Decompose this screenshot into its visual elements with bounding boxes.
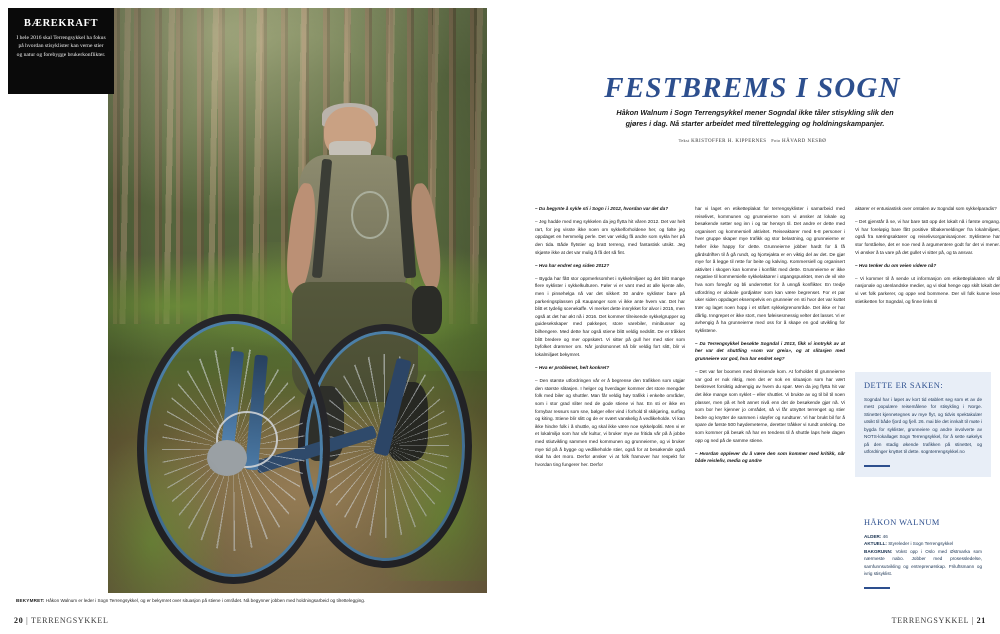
interview-answer: – Vi kommer til å sende ut informasjon om etiketteplakaten vår til nasjonale og utenlandske medier, og vi skal henge opp skilt lokalt der vi vet folk parkerer, og oppe ved bommene. Der vil folk kunne lese stietiketten for Sogndal, og finne links til <box>855 275 1000 304</box>
interview-question: – Hva tenker du om veien videre nå? <box>855 262 937 268</box>
hero-photo <box>108 8 487 593</box>
interview-answer: – Det gjenstår å se, vi har bare tatt opp det lokalt nå i første omgang. Vi har foreløpig bare fått positive tilbakemeldinger fra lokalmiljøet, også fra næringsaktører og reiselivsorganisasjoner. Syklistene har stor forståelse, det er noe med å argumentere godt for det vi mener. Vi ønsker å ta vare på det gullet vi sitter på, og ta ansvar. <box>855 219 1000 255</box>
interview-question: – Du begynte å sykle sti i Sogn i i 2012, hvordan var det da? <box>535 206 669 211</box>
factbox-field-key: AKTUELL: <box>864 541 887 547</box>
article-standfirst: Håkon Walnum i Sogn Terrengsykkel mener Sogndal ikke tåler stisykling slik den gjøres i dag. Nå starter arbeidet med tilrettelegging og holdningskampanjer. <box>616 108 894 129</box>
byline-text-label: Tekst <box>678 138 690 143</box>
front-hub <box>207 440 247 476</box>
series-badge-title: BÆREKRAFT <box>23 18 99 29</box>
folio-left <box>14 616 109 625</box>
interview-question: – Da Terrengsykkel besøkte Sogndal i 2013, fikk vi inntrykk av at her var det shuttling «som var greia», og at slitasjen med grunneiere var god, hva har endret seg? <box>695 340 845 362</box>
factbox-rule <box>864 465 890 468</box>
interview-answer: – Jeg hadde med meg sykkelen da jeg flytta hit våren 2012. Det var helt rart, for jeg visste ikke noen om sykkelforholdene her, og følte jeg oppdaget en hemmelig perle. Det var veldig få andre som sykla her på den tida. Både flytstier og bratt terreng, med fantastisk utsikt. Jeg skjønte ikke at det var mulig å få det så fint. <box>535 219 685 255</box>
factbox-field-value: Styreleder i Sogn Terrengsykkel <box>886 541 954 547</box>
factbox-person-title: HÅKON WALNUM <box>864 518 940 527</box>
interview-question: – Hva er problemet, helt konkret? <box>535 364 610 370</box>
tshirt-graphic <box>351 191 388 239</box>
factbox-field-key: BAKGRUNN: <box>864 548 893 554</box>
factbox-field-value: 46 <box>881 534 888 539</box>
photo-caption-text: Håkon Walnum er leder i Sogn Terrengsykkel, og er bekymret over situasjon på stiene i området. Nå begynner jobben med holdningsarbeid og tilrettelegging. <box>45 598 366 603</box>
page-number-left: 20 <box>14 616 24 625</box>
mountain-bike <box>116 260 480 588</box>
folio-right <box>892 616 986 625</box>
factbox-title: DETTE ER SAKEN: <box>864 381 944 390</box>
article-byline <box>505 138 1000 144</box>
interview-answer: – Bygda har fått stor oppmerksomhet i sykkelmiljøer og det blitt mange flere syklister i sykkelkulturen. Føler vi er vant med at alle kjente alle, men i pinsehelga nå var det sikkert 30 andre syklister bare på parkeringsplassen på Kaupanger som vi ikke ante hvem var. Det har blitt et tydelig scenekaffe. Vi merket dette innrykket for alvor i 2015, men også at det har økt nå i 2016. Det kommer tilreisende sykkelgrupper og guidesekskaper med pakkeper, store varebiler, minibusser og bilhengere. Med dette har også stiene blitt veldig nedslitt. De er tråkket blitt bredere og mer oppskært. Vi sitter på gull her med stier som byfolket drømmer om. Når jordsmonnet nå blir veldig fort slitt, blir vi lokalmiljøet bekymret. <box>535 275 685 357</box>
byline-photo-label: Foto <box>771 138 781 143</box>
interview-answer: – Den største utfordringen vår er å begrense den trafikken som utgjør den største slitasjen. I helger og hverdager kommer det store mengder folk med biler og shuttler. Man får veldig høy trafikk i enkelte områder, som i stor grad sliter ned de gode stiene vi har. En sti er ikke en fornybar ressurs som sne, bølger eller vind i forhold til skikjøring, surfing og kiting. Stiene blir slitt og de er svært vanskelig å vedlikeholde. Vi kan ikke hindre folk i å shuttle, og skal ikke være noe sykkelpoliti. Men vi er et lokalmiljø som har vår kultur, vi bruker mye av fritida vår på å jobbe med stiutvikling sammen med kommunen og grunneierne, og vi bruker mye tid på å bygge og vedlikeholde stier, også for at besøkende også skal ha det moro. Derfor ønsker vi at folk framover har respekt for hvordan ting fungerer her. Derfor <box>535 378 685 467</box>
factbox-field <box>864 540 982 547</box>
article-column-2 <box>695 205 845 474</box>
byline-text-author: KRISTOFFER H. KIPPERNES <box>691 139 767 144</box>
series-badge-body: I hele 2016 skal Terrengsykkel ha fokus på hvordan stisyklister kan verne stier og natur og forebygge brukerkonflikter. <box>16 35 106 58</box>
factbox-field <box>864 548 982 578</box>
factbox-hakon-walnum <box>855 512 991 599</box>
factbox-person-rule <box>864 587 890 590</box>
interview-answer: aktører er entusiastisk over omtalen av Sogndal som sykkelparadis? <box>855 206 997 211</box>
interview-answer: – Det var før boomen med tilreisende kom. At forholdet til grunneierne var god er nok riktig, men det er nok en situasjon som har vært beskrevet forsiktig adnengig av hvem du spør. Men da jeg flytta hit var det ikke mange som syklet – eller shuttlet. Vi brukte av og til bil til noen plasser, men på et helt annet nivå enn det de besøkende gjør nå. Vi som bor her kjenner jo området, så vi får utnyttet terrenget og stier bedre og knytter de sammen i sløyfer og rundturer. Vi har brukt bil for å spare de første 500 høydemeterne, deretter tråkker vi rundt omkring. De som kommer på besøk nå har en tendens til å shuttle laps hele dagen opp og ned på de samme stiene. <box>695 369 845 443</box>
factbox-body-text: Sogndal har i løpet av kort tid etablert seg som et av de mest populære reisemålene for stisykling i Norge. Stinettet kjennetegnes av mye flyt, og tidvis spektakulær utsikt til både fjord og fjell. 26. mai ble det innkalt til møte i bygda for syklister, grunneiere og andre involverte av NOTS-lokallaget Sogn Terrengsykkel, for å sette søkelys på den stadig økende trafikken på stinettet, og utfordringer knyttet til dette. <box>864 397 982 455</box>
factbox-link[interactable]: sognterrengsykkel.no <box>920 449 965 455</box>
factbox-field-key: ALDER: <box>864 534 882 539</box>
photo-caption-lead: BEKYMRET: <box>16 598 45 603</box>
magazine-name-left: TERRENGSYKKEL <box>30 616 109 625</box>
byline-photo-author: HÅVARD NESBØ <box>782 139 827 144</box>
photo-caption <box>16 598 486 605</box>
article-headline: FESTBREMS I SOGN <box>604 72 901 104</box>
series-badge <box>8 8 114 94</box>
page-number-right: 21 <box>976 616 986 625</box>
folio-separator-left: | <box>26 616 29 625</box>
interview-answer: har vi laget en etiketteplakat for terrengsyklister i samarbeid med reiselivet, kommunen og grunneierne som vi ønsker at lokale og besøkende setter seg inn i og tar hensyn til. Det andre er dette med organisert og kommersiell aktivitet. Reiseaktører med 6-8 personer i hver gruppe skaper mye trafikk og stor belastning, og grunneierne er heller ikke happy for dette. Grunneierne jobber hardt for å få gårdsdriften til å gå rundt, og hjortejakta er en viktig del av det. De gjør mye for å legge til rette for beite og kalving. Kommersiell og organisert aktivitet i skogen kan komme i konflikt med dette. Grunneierne er ikke negative til kommersielle sykkelaktører i utgangspunktet, men de vil vite hva som foregår og bli underrettet for å unngå konflikter. En tredje utfordring er ulokale gordjakter som kan være begrenset. For et par uker siden oppdaget eksempelvis en grunneier en sti hvor det var kuttet trær og laget noen hopp i et stiført sykkelgrenområde. Det ikke er har dårlig. Inngrepet er ikke stort, men føleisesmessig velter det lasset. Vi er avhengig å ha grunneierne med oss for å skape en god utvikling for syklistene. <box>695 206 845 333</box>
folio-separator-right: | <box>971 616 974 625</box>
factbox-person-fields <box>864 533 982 578</box>
factbox-field-value: Vokst opp i Oslo med Østmarka som nærmeste nabo. Jobber med prosessledelse, samfunnsutvikling og entreprenørskap. Friluftsmann og ivrig stisyklist. <box>864 548 982 577</box>
factbox-field <box>864 533 982 540</box>
factbox-body <box>864 396 982 456</box>
interview-question: – Hvordan opplever du å være den som kommer med kritikk, når både reisleliv, media og andre <box>695 450 845 464</box>
magazine-name-right: TERRENGSYKKEL <box>891 616 969 625</box>
factbox-dette-er-saken <box>855 372 991 477</box>
interview-question: – Hva har endret seg siden 2012? <box>535 262 610 268</box>
article-column-1 <box>535 205 685 474</box>
forest-scene <box>108 8 487 593</box>
